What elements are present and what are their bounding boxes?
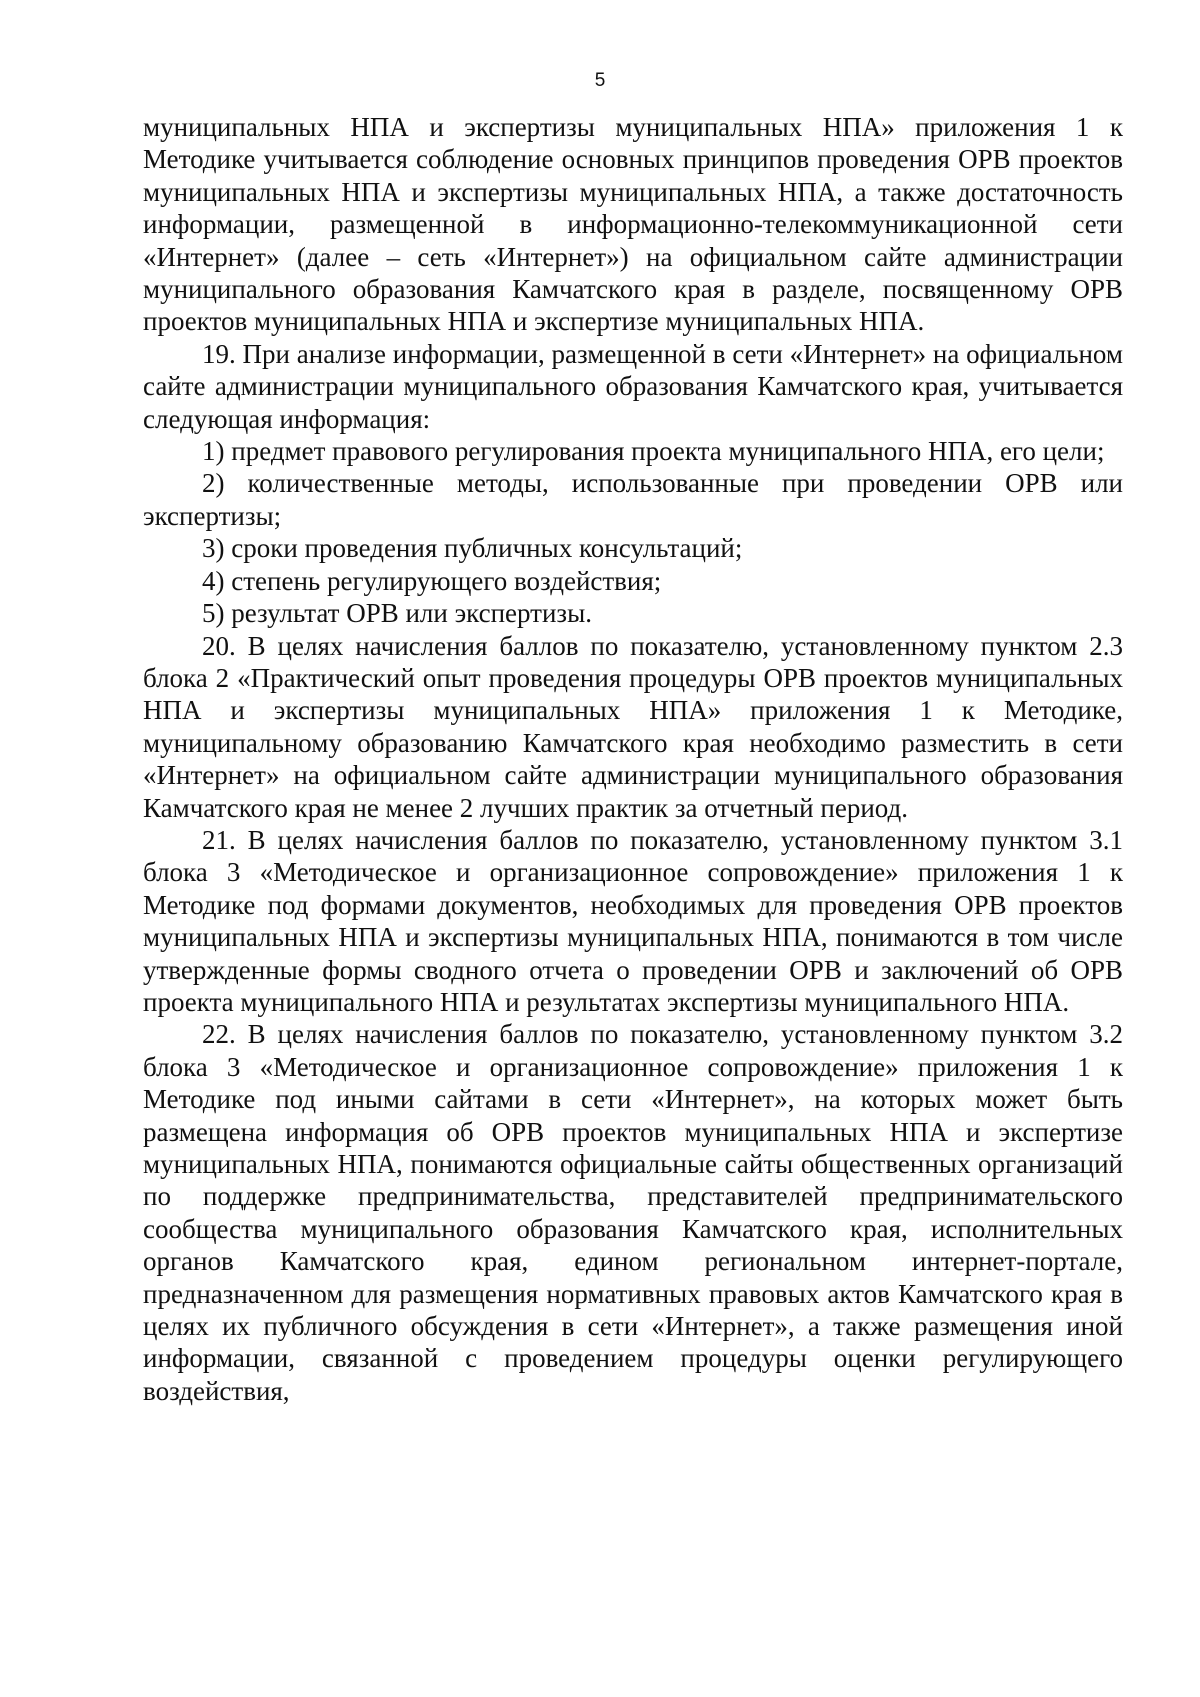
paragraph-20: 20. В целях начисления баллов по показателю, установленному пунктом 2.3 блока 2 «Практический опыт проведения процедуры ОРВ проектов муниципальных НПА и экспертизы муниципальных НПА» приложения 1 к Методике, муниципальному образованию Камчатского края необходимо разместить в сети «Интернет» на официальном сайте администрации муниципального образования Камчатского края не менее 2 лучших практик за отчетный период.	[143, 630, 1123, 823]
paragraph-22: 22. В целях начисления баллов по показателю, установленному пунктом 3.2 блока 3 «Методическое и организационное сопровождение» приложения 1 к Методике под иными сайтами в сети «Интернет», на которых может быть размещена информация об ОРВ проектов муниципальных НПА и экспертизе муниципальных НПА, понимаются официальные сайты общественных организаций по поддержке предпринимательства, представителей предпринимательского сообщества муниципального образования Камчатского края, исполнительных органов Камчатского края, едином региональном интернет-портале, предназначенном для размещения нормативных правовых актов Камчатского края в целях их публичного обсуждения в сети «Интернет», а также размещения иной информации, связанной с проведением процедуры оценки регулирующего воздействия,	[143, 1019, 1123, 1406]
list-item-1: 1) предмет правового регулирования проекта муниципального НПА, его цели;	[202, 436, 1105, 467]
paragraph-21: 21. В целях начисления баллов по показателю, установленному пунктом 3.1 блока 3 «Методическое и организационное сопровождение» приложения 1 к Методике под формами документов, необходимых для проведения ОРВ проектов муниципальных НПА и экспертизы муниципальных НПА, понимаются в том числе утвержденные формы сводного отчета о проведении ОРВ и заключений об ОРВ проекта муниципального НПА и результатах экспертизы муниципального НПА.	[143, 824, 1123, 1017]
list-item-5: 5) результат ОРВ или экспертизы.	[202, 598, 592, 629]
list-item-2: 2) количественные методы, использованные при проведении ОРВ или экспертизы;	[143, 468, 1123, 531]
list-item-3: 3) сроки проведения публичных консультаций;	[202, 533, 743, 564]
list-item-4: 4) степень регулирующего воздействия;	[202, 565, 662, 596]
document-body	[143, 111, 1123, 1407]
page-number: 5	[594, 70, 606, 91]
paragraph-19: 19. При анализе информации, размещенной в сети «Интернет» на официальном сайте администрации муниципального образования Камчатского края, учитывается следующая информация:	[143, 338, 1123, 434]
paragraph-continuation: муниципальных НПА и экспертизы муниципальных НПА» приложения 1 к Методике учитывается соблюдение основных принципов проведения ОРВ проектов муниципальных НПА и экспертизы муниципальных НПА, а также достаточность информации, размещенной в информационно-телекоммуникационной сети «Интернет» (далее – сеть «Интернет») на официальном сайте администрации муниципального образования Камчатского края в разделе, посвященному ОРВ проектов муниципальных НПА и экспертизе муниципальных НПА.	[143, 112, 1123, 337]
